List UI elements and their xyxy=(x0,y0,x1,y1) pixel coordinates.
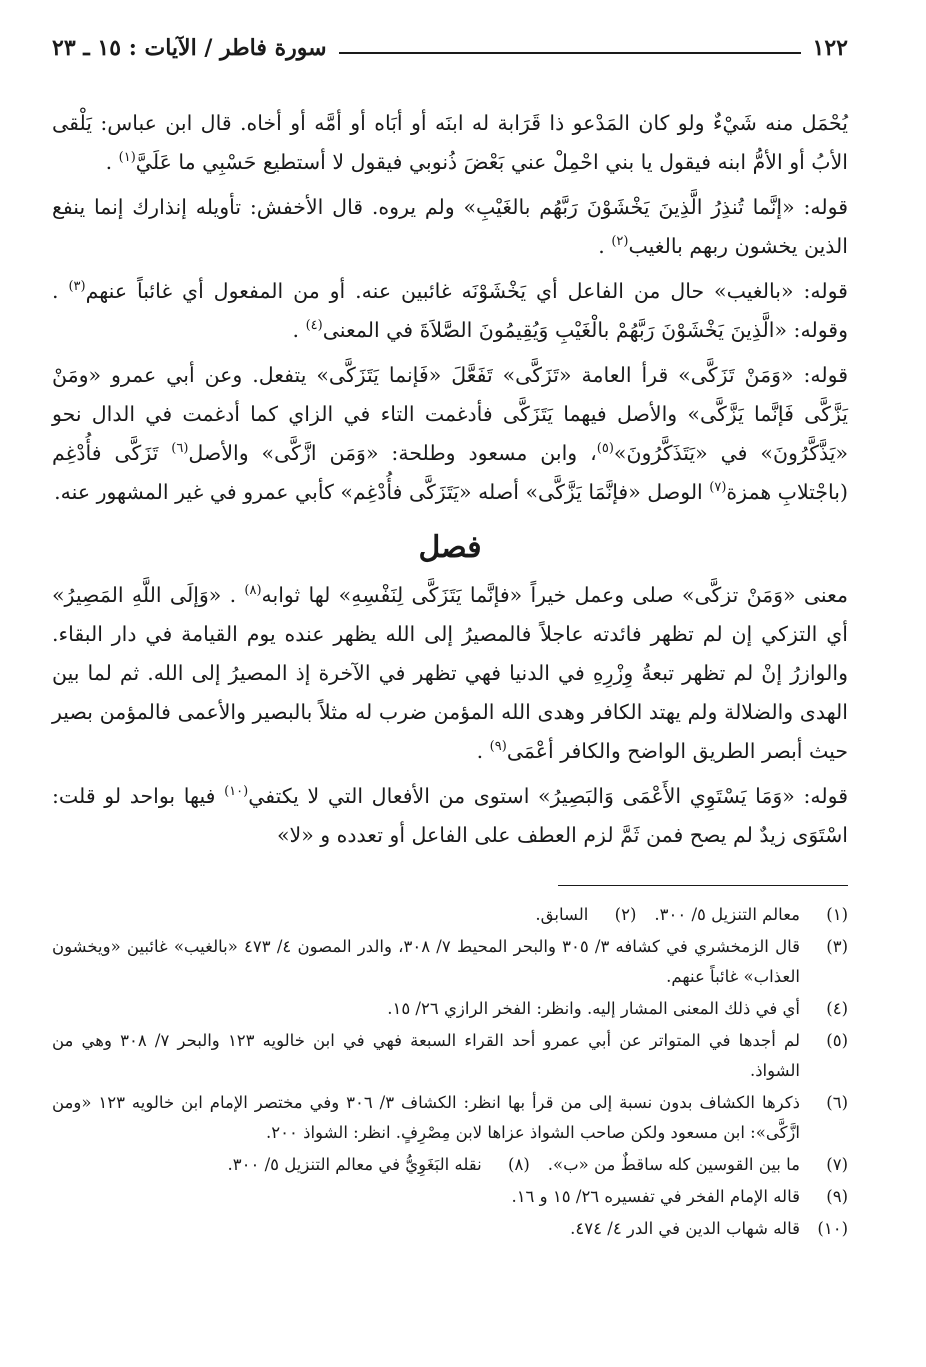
footnotes xyxy=(52,900,848,1244)
footnote-6: (٦) ذكرها الكشاف بدون نسبة إلى من قرأ بها انظر: الكشاف ٣/ ٣٠٦ وفي مختصر الإمام ابن خالويه ١٢٣ «ومن ازَّكَّى»: ابن مسعود ولكن صاحب الشواذ عزاها لابن مِصْرِفٍ. انظر: الشواذ ٢٠٠. xyxy=(52,1093,848,1142)
footnote-ref-10[interactable]: (١٠) xyxy=(224,784,249,800)
footnote-ref-9[interactable]: (٩) xyxy=(489,739,507,755)
paragraph-3: قوله: «بالغيب» حال من الفاعل أي يَخْشَوْنَه غائبين عنه. أو من المفعول أي غائباً عنهم$^{(٣)}$ . وقوله: «الَّذِينَ يَخْشَوْنَ رَبَّهُمْ بالْغَيْبِ وَيُقِيمُونَ الصَّلاَةَ في المعنى$^{(٤)}$ . xyxy=(52,279,848,342)
paragraph-2: قوله: «إنَّما تُنذِرُ الَّذِينَ يَخْشَوْنَ رَبَّهُم بالغَيْبِ» ولم يروه. قال الأخفش: تأويله إنذارك إنما ينفع الذين يخشون ربهم بالغيب$^{(٢)}$ . xyxy=(52,195,848,258)
paragraph-1: يُحْمَل منه شَيْءٌ ولو كان المَدْعو ذا قَرَابة له ابنَه أو أبَاه أو أمَّه أو أخاه. قال ابن عباس: يَلْقى الأبُ أو الأمُّ ابنه فيقول يا بني احْمِلْ عني بَعْضَ ذُنوبي فيقول لا أستطيع حَسْبِي ما عَلَيَّ$^{(١)}$ . xyxy=(52,111,848,174)
footnote-ref-7[interactable]: (٧) xyxy=(709,480,727,496)
footnote-separator xyxy=(558,885,848,886)
footnote-2: (٢) السابق. xyxy=(535,905,637,924)
footnote-5: (٥) لم أجدها في المتواتر عن أبي عمرو أحد القراء السبعة فهي في ابن خالويه ١٢٣ والبحر ٧/ ٣٠٨ وهي من الشواذ. xyxy=(52,1031,848,1080)
footnote-ref-3[interactable]: (٣) xyxy=(68,279,86,295)
footnote-10: (١٠) قاله شهاب الدين في الدر ٤/ ٤٧٤. xyxy=(570,1219,848,1238)
footnote-ref-8[interactable]: (٨) xyxy=(244,583,262,599)
paragraph-6: قوله: «وَمَا يَسْتَوِي الأَعْمَى وَالبَصِيرُ» استوى من الأفعال التي لا يكتفي$^{(١٠)}$ فيها بواحد لو قلت: اسْتَوَى زيدٌ لم يصح فمن ثَمَّ لزم العطف على الفاعل أو تعدده و «لا» xyxy=(52,784,848,847)
footnote-7: (٧) ما بين القوسين كله ساقطٌ من «ب». xyxy=(547,1155,848,1174)
section-heading: فصل xyxy=(418,530,482,565)
footnote-ref-2[interactable]: (٢) xyxy=(611,234,629,250)
footnote-ref-5[interactable]: (٥) xyxy=(596,441,614,457)
footnote-ref-6[interactable]: (٦) xyxy=(171,441,189,457)
footnote-9: (٩) قاله الإمام الفخر في تفسيره ٢٦/ ١٥ و ١٦. xyxy=(511,1187,848,1206)
footnote-4: (٤) أي في ذلك المعنى المشار إليه. وانظر: الفخر الرازي ٢٦/ ١٥. xyxy=(387,999,848,1018)
footnote-row-7-8 xyxy=(52,1150,848,1182)
main-text xyxy=(52,104,848,855)
header-rule xyxy=(339,52,801,54)
paragraph-4: قوله: «وَمَنْ تَزَكَّى» قرأ العامة «تَزَكَّى» تَفَعَّلَ «فَإنما يَتَزَكَّى» يتفعل. وعن أبي عمرو «ومَنْ يَزَّكَّى فَإنَّما يَزَّكَّى» والأصل فيهما يَتَزَكَّى فأدغمت التاء في الزاي كما أدغمت في الدال نحو «يَذَّكَّرُونَ» في «يَتَذَكَّرُونَ»$^{(٥)}$، وابن مسعود وطلحة: «وَمَن ازَّكَّى» والأصل$^{(٦)}$ تَزَكَّى فأُدْغِم (باجْتلابِ همزة$^{(٧)}$ الوصل «فإنَّمَا يَزَّكَّى» أصله «يَتَزَكَّى فأُدْغِم» كأبي عمرو في غير المشهور عنه. xyxy=(52,363,848,504)
footnote-8: (٨) نقله البَغَوِيُّ في معالم التنزيل ٥/ ٣٠٠. xyxy=(227,1155,530,1174)
footnote-ref-4[interactable]: (٤) xyxy=(305,318,323,334)
running-title: سورة فاطر / الآيات : ١٥ ـ ٢٣ xyxy=(52,35,327,61)
paragraph-5: معنى «وَمَنْ تزكَّى» صلى وعمل خيراً «فإنَّما يَتَزَكَّى لِنَفْسِهِ» لها ثوابه$^{(٨)}$ . «وَإلَى اللَّهِ المَصِيرُ» أي التزكي إن لم تظهر فائدته عاجلاً فالمصيرُ إلى الله يظهر عنده يوم القيامة في دار البقاء. والوازرُ إنْ لم تظهر تبعةُ وِزْرِهِ في الدنيا فهي تظهر في الآخرة إذ المصيرُ إلى الله. ثم لما بين الهدى والضلالة ولم يهتد الكافر وهدى الله المؤمن ضرب له مثلاً بالبصير والأعمى فالمؤمن بصير حيث أبصر الطريق الواضح والكافر أعْمَى$^{(٩)}$ . xyxy=(52,583,848,763)
footnote-3: (٣) قال الزمخشري في كشافه ٣/ ٣٠٥ والبحر المحيط ٧/ ٣٠٨، والدر المصون ٤/ ٤٧٣ «بالغيب» غائبين «ويخشون العذاب» غائباً عنهم. xyxy=(52,937,848,986)
page-number: ١٢٢ xyxy=(812,35,848,61)
footnote-ref-1[interactable]: (١) xyxy=(118,150,136,166)
running-header xyxy=(52,28,848,68)
footnote-1: (١) معالم التنزيل ٥/ ٣٠٠. xyxy=(654,905,848,924)
footnote-row-1-2 xyxy=(52,900,848,932)
